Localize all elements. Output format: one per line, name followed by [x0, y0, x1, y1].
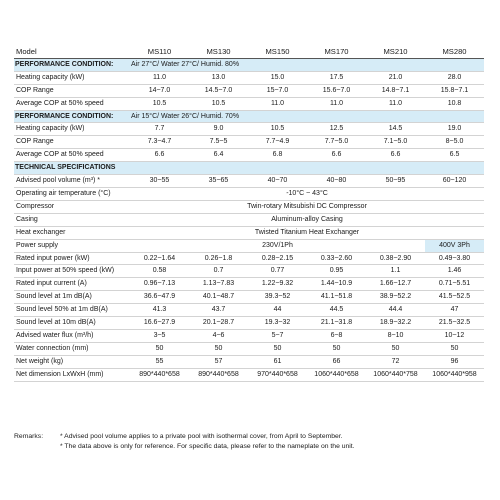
spec-row [14, 278, 484, 291]
spec-value: 1.1 [366, 265, 425, 278]
spec-value: 7.3~4.7 [130, 136, 189, 149]
spec-value: 72 [366, 355, 425, 368]
spec-row [14, 291, 484, 304]
spec-row [14, 252, 484, 265]
spec-value: 21.0 [366, 71, 425, 84]
spec-value: 890*440*658 [189, 368, 248, 381]
spec-value: 35~65 [189, 175, 248, 188]
spec-value: 1.44~10.9 [307, 278, 366, 291]
spec-value: 44.5 [307, 304, 366, 317]
spec-value: 14.5~7.0 [189, 84, 248, 97]
spec-value: 19.0 [425, 123, 484, 136]
spec-value: 14.5 [366, 123, 425, 136]
spec-value: 21.5~32.5 [425, 317, 484, 330]
spec-value: 11.0 [130, 71, 189, 84]
spec-label: Rated input power (kW) [14, 252, 130, 265]
spec-row [14, 213, 484, 226]
spec-value: 50 [248, 342, 307, 355]
spec-value: 0.96~7.13 [130, 278, 189, 291]
spec-value: 3~5 [130, 329, 189, 342]
spec-label: Water connection (mm) [14, 342, 130, 355]
spec-label: Average COP at 50% speed [14, 97, 130, 110]
spec-value: 15.8~7.1 [425, 84, 484, 97]
spec-label: Net weight (kg) [14, 355, 130, 368]
spec-table [14, 46, 484, 382]
remarks-label: Remarks: [14, 433, 44, 440]
spec-value-highlight: 400V 3Ph [425, 239, 484, 252]
spec-row [14, 136, 484, 149]
spec-value: 96 [425, 355, 484, 368]
spec-value: 6.4 [189, 149, 248, 162]
spec-label: COP Range [14, 136, 130, 149]
spec-value: 41.1~51.8 [307, 291, 366, 304]
spec-value: 7.7~4.9 [248, 136, 307, 149]
spec-value: 41.5~52.5 [425, 291, 484, 304]
spec-label: COP Range [14, 84, 130, 97]
spec-value: 14~7.0 [130, 84, 189, 97]
spec-value: 60~120 [425, 175, 484, 188]
spec-value: 40~70 [248, 175, 307, 188]
model-name: MS170 [307, 46, 366, 58]
section-row [14, 110, 484, 123]
spec-value: 19.3~32 [248, 317, 307, 330]
spec-value: 20.1~28.7 [189, 317, 248, 330]
model-name: MS210 [366, 46, 425, 58]
model-name: MS130 [189, 46, 248, 58]
spec-label: Compressor [14, 200, 130, 213]
spec-value-merged: -10°C ~ 43°C [130, 187, 484, 200]
spec-value: 10.5 [248, 123, 307, 136]
spec-label: Heat exchanger [14, 226, 130, 239]
spec-row [14, 175, 484, 188]
spec-label: Sound level 50% at 1m dB(A) [14, 304, 130, 317]
spec-row [14, 97, 484, 110]
spec-row [14, 342, 484, 355]
spec-value: 0.38~2.90 [366, 252, 425, 265]
spec-value: 1.13~7.83 [189, 278, 248, 291]
model-name: MS280 [425, 46, 484, 58]
spec-value: 0.28~2.15 [248, 252, 307, 265]
spec-value: 10~12 [425, 329, 484, 342]
remark-line-2: * The data above is only for reference. For specific data, please refer to the nameplate on the unit. [60, 443, 355, 450]
spec-row [14, 84, 484, 97]
spec-row [14, 226, 484, 239]
spec-value: 4~6 [189, 329, 248, 342]
spec-label: Operating air temperature (°C) [14, 187, 130, 200]
spec-value: 44.4 [366, 304, 425, 317]
spec-value: 55 [130, 355, 189, 368]
spec-value: 10.5 [130, 97, 189, 110]
spec-value: 0.58 [130, 265, 189, 278]
spec-value: 21.1~31.8 [307, 317, 366, 330]
spec-value: 44 [248, 304, 307, 317]
spec-value: 30~55 [130, 175, 189, 188]
spec-value: 5~7 [248, 329, 307, 342]
spec-value: 0.77 [248, 265, 307, 278]
spec-value: 7.5~5 [189, 136, 248, 149]
spec-value: 970*440*658 [248, 368, 307, 381]
spec-label: Heating capacity (kW) [14, 123, 130, 136]
remark-line-1: * Advised pool volume applies to a private pool with isothermal cover, from April to September. [60, 433, 343, 440]
spec-value: 0.33~2.60 [307, 252, 366, 265]
section-title: PERFORMANCE CONDITION: [14, 58, 130, 71]
spec-row [14, 200, 484, 213]
spec-value: 50 [366, 342, 425, 355]
spec-row [14, 123, 484, 136]
spec-value: 0.95 [307, 265, 366, 278]
spec-value: 8~10 [366, 329, 425, 342]
spec-value: 0.71~5.51 [425, 278, 484, 291]
spec-value: 41.3 [130, 304, 189, 317]
spec-value: 50 [189, 342, 248, 355]
spec-label: Sound level at 1m dB(A) [14, 291, 130, 304]
spec-label: Advised pool volume (m³) * [14, 175, 130, 188]
spec-value: 66 [307, 355, 366, 368]
spec-value: 50~95 [366, 175, 425, 188]
section-condition: Air 15°C/ Water 26°C/ Humid. 70% [130, 110, 484, 123]
spec-value: 40~80 [307, 175, 366, 188]
spec-value: 50 [307, 342, 366, 355]
spec-value: 11.0 [248, 97, 307, 110]
spec-row [14, 265, 484, 278]
spec-row [14, 329, 484, 342]
spec-value: 13.0 [189, 71, 248, 84]
spec-value: 6.6 [307, 149, 366, 162]
spec-row [14, 71, 484, 84]
spec-value: 39.3~52 [248, 291, 307, 304]
spec-value: 6~8 [307, 329, 366, 342]
spec-value: 40.1~48.7 [189, 291, 248, 304]
spec-value: 36.6~47.9 [130, 291, 189, 304]
power-supply-row [14, 239, 484, 252]
spec-label: Power supply [14, 239, 130, 252]
spec-value: 15.6~7.0 [307, 84, 366, 97]
spec-row [14, 304, 484, 317]
section-row [14, 162, 484, 175]
spec-value: 28.0 [425, 71, 484, 84]
section-title: TECHNICAL SPECIFICATIONS [14, 162, 130, 175]
spec-value: 11.0 [366, 97, 425, 110]
spec-value: 1060*440*958 [425, 368, 484, 381]
spec-row [14, 368, 484, 381]
section-title: PERFORMANCE CONDITION: [14, 110, 130, 123]
model-label: Model [14, 46, 130, 58]
spec-label: Net dimension LxWxH (mm) [14, 368, 130, 381]
section-row [14, 58, 484, 71]
spec-value: 57 [189, 355, 248, 368]
spec-value: 1060*440*758 [366, 368, 425, 381]
spec-value: 17.5 [307, 71, 366, 84]
spec-value: 6.6 [366, 149, 425, 162]
spec-value: 16.6~27.9 [130, 317, 189, 330]
spec-label: Rated input current (A) [14, 278, 130, 291]
spec-value: 0.26~1.8 [189, 252, 248, 265]
spec-value: 1.66~12.7 [366, 278, 425, 291]
spec-value: 890*440*658 [130, 368, 189, 381]
spec-value: 7.7~5.0 [307, 136, 366, 149]
spec-label: Advised water flux (m³/h) [14, 329, 130, 342]
model-name: MS110 [130, 46, 189, 58]
spec-value-merged: Twisted Titanium Heat Exchanger [130, 226, 484, 239]
spec-value: 50 [130, 342, 189, 355]
spec-value: 18.9~32.2 [366, 317, 425, 330]
spec-value: 0.49~3.80 [425, 252, 484, 265]
spec-value: 10.8 [425, 97, 484, 110]
spec-value: 47 [425, 304, 484, 317]
spec-value: 6.6 [130, 149, 189, 162]
spec-value: 14.8~7.1 [366, 84, 425, 97]
spec-row [14, 317, 484, 330]
spec-value: 15.0 [248, 71, 307, 84]
spec-row [14, 187, 484, 200]
spec-value: 10.5 [189, 97, 248, 110]
spec-label: Casing [14, 213, 130, 226]
spec-value-merged: 230V/1Ph [130, 239, 425, 252]
spec-value: 43.7 [189, 304, 248, 317]
spec-label: Input power at 50% speed (kW) [14, 265, 130, 278]
section-condition [130, 162, 484, 175]
header-row [14, 46, 484, 58]
spec-value: 50 [425, 342, 484, 355]
spec-value-merged: Twin-rotary Mitsubishi DC Compressor [130, 200, 484, 213]
spec-value: 1.22~9.32 [248, 278, 307, 291]
spec-row [14, 149, 484, 162]
spec-value: 6.5 [425, 149, 484, 162]
spec-value-merged: Aluminum-alloy Casing [130, 213, 484, 226]
spec-value: 0.22~1.64 [130, 252, 189, 265]
spec-value: 0.7 [189, 265, 248, 278]
model-name: MS150 [248, 46, 307, 58]
spec-value: 61 [248, 355, 307, 368]
spec-sheet [14, 46, 484, 382]
spec-label: Average COP at 50% speed [14, 149, 130, 162]
spec-row [14, 355, 484, 368]
spec-value: 1060*440*658 [307, 368, 366, 381]
spec-label: Sound level at 10m dB(A) [14, 317, 130, 330]
spec-value: 7.7 [130, 123, 189, 136]
spec-value: 11.0 [307, 97, 366, 110]
spec-value: 15~7.0 [248, 84, 307, 97]
remarks [14, 432, 484, 452]
spec-value: 7.1~5.0 [366, 136, 425, 149]
section-condition: Air 27°C/ Water 27°C/ Humid. 80% [130, 58, 484, 71]
spec-value: 12.5 [307, 123, 366, 136]
spec-value: 6.8 [248, 149, 307, 162]
spec-value: 8~5.0 [425, 136, 484, 149]
spec-value: 9.0 [189, 123, 248, 136]
spec-value: 38.9~52.2 [366, 291, 425, 304]
spec-label: Heating capacity (kW) [14, 71, 130, 84]
spec-value: 1.46 [425, 265, 484, 278]
